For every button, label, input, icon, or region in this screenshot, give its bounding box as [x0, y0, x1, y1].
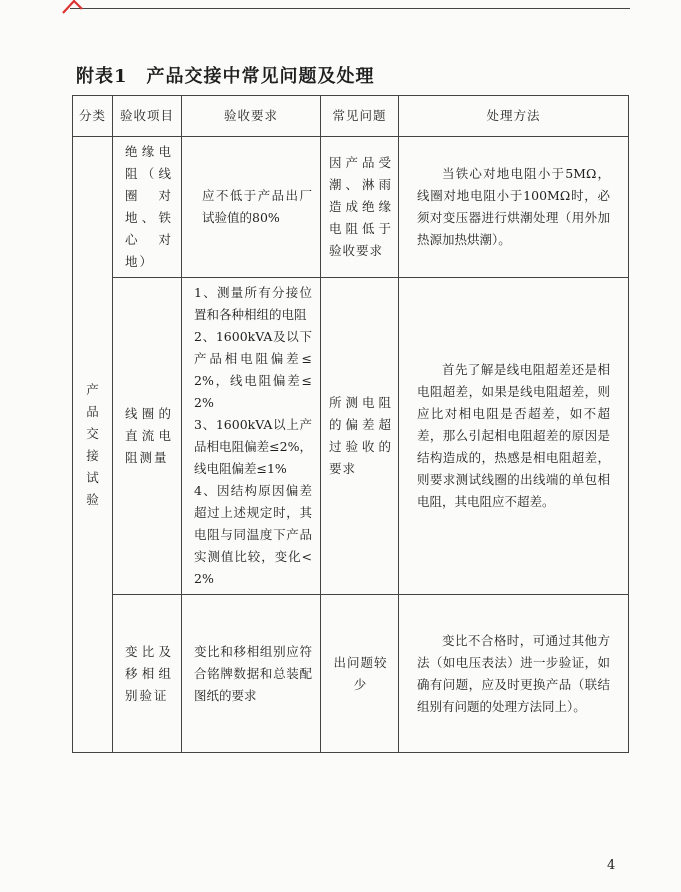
top-rule [70, 8, 630, 9]
table-row [73, 278, 629, 595]
header-requirement: 验收要求 [182, 96, 321, 137]
requirement-line: 1、测量所有分接位置和各种相组的电阻 [194, 285, 312, 322]
requirement-line: 4、因结构原因偏差超过上述规定时，其电阻与同温度下产品实测值比较，变化<2% [194, 483, 312, 586]
requirement-line: 3、1600kVA以上产品相电阻偏差≤2%，线电阻偏差≤1% [194, 417, 312, 476]
category-label: 产品交接试验 [86, 381, 99, 507]
table-row [73, 137, 629, 278]
category-cell [73, 137, 113, 753]
handling-cell: 当铁心对地电阻小于5MΩ，线圈对地电阻小于100MΩ时，必须对变压器进行烘潮处理（用外加热源加热烘潮）。 [399, 137, 629, 278]
problem-cell: 出问题较少 [321, 595, 399, 753]
page-number: 4 [607, 858, 616, 873]
table-row [73, 595, 629, 753]
page-title: 附表1 产品交接中常见问题及处理 [76, 66, 375, 87]
requirement-cell [182, 278, 321, 595]
red-pen-mark [62, 0, 84, 14]
issues-table [72, 95, 629, 753]
problem-cell: 所测电阻的偏差超过验收的要求 [321, 278, 399, 595]
item-cell: 变比及移相组别验证 [113, 595, 182, 753]
problem-cell: 因产品受潮、淋雨造成绝缘电阻低于验收要求 [321, 137, 399, 278]
header-handling: 处理方法 [399, 96, 629, 137]
item-cell: 线圈的直流电阻测量 [113, 278, 182, 595]
item-cell: 绝缘电阻（线圈对地、铁心对地） [113, 137, 182, 278]
handling-cell: 首先了解是线电阻超差还是相电阻超差，如果是线电阻超差，则应比对相电阻是否超差，如不超差，那么引起相电阻超差的原因是结构造成的，热感是相电阻超差，则要求测试线圈的出线端的单包相电阻，其电阻应不超差。 [399, 278, 629, 595]
header-problem: 常见问题 [321, 96, 399, 137]
requirement-line: 2、1600kVA及以下产品相电阻偏差≤2%，线电阻偏差≤2% [194, 329, 312, 410]
table-header-row [73, 96, 629, 137]
handling-cell: 变比不合格时，可通过其他方法（如电压表法）进一步验证，如确有问题，应及时更换产品（联结组别有问题的处理方法同上）。 [399, 595, 629, 753]
requirement-cell: 变比和移相组别应符合铭牌数据和总装配图纸的要求 [182, 595, 321, 753]
header-category: 分类 [73, 96, 113, 137]
requirement-cell: 应不低于产品出厂试验值的80% [182, 137, 321, 278]
header-item: 验收项目 [113, 96, 182, 137]
